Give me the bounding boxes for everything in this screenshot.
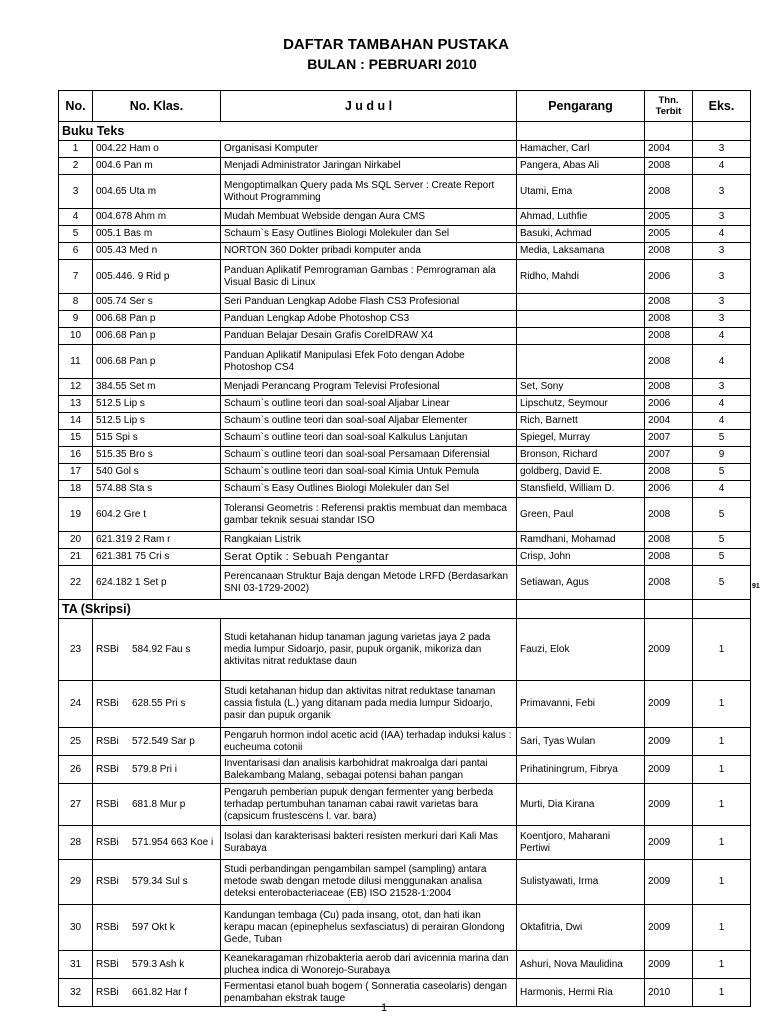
cell-pengarang: Sari, Tyas Wulan xyxy=(517,728,645,756)
table-row xyxy=(59,447,751,464)
cell-eks: 1 xyxy=(693,728,751,756)
table-row xyxy=(59,566,751,600)
cell-eks: 3 xyxy=(693,260,751,294)
cell-thn: 2007 xyxy=(645,430,693,447)
cell-eks: 4 xyxy=(693,345,751,379)
cell-pengarang: Bronson, Richard xyxy=(517,447,645,464)
cell-pengarang: Oktafitria, Dwi xyxy=(517,905,645,951)
cell-thn: 2009 xyxy=(645,860,693,905)
cell-thn: 2004 xyxy=(645,413,693,430)
table-row xyxy=(59,294,751,311)
col-header-judul: J u d u l xyxy=(221,91,517,122)
cell-klas-prefix: RSBi xyxy=(96,986,119,998)
table-header-row xyxy=(59,91,751,122)
cell-klas: 004.6 Pan m xyxy=(93,158,221,175)
cell-klas-number: 572.549 Sar p xyxy=(132,735,195,747)
cell-klas xyxy=(93,756,221,784)
section-blank-cell xyxy=(693,122,751,141)
cell-pengarang: Primavanni, Febi xyxy=(517,681,645,728)
cell-no: 18 xyxy=(59,481,93,498)
table-row xyxy=(59,532,751,549)
col-header-thn-line1: Thn. xyxy=(658,95,679,106)
table-row xyxy=(59,243,751,260)
cell-no: 17 xyxy=(59,464,93,481)
cell-judul: Isolasi dan karakterisasi bakteri resisten merkuri dari Kali Mas Surabaya xyxy=(221,826,517,860)
cell-klas: 515 Spi s xyxy=(93,430,221,447)
cell-pengarang xyxy=(517,294,645,311)
cell-thn: 2008 xyxy=(645,464,693,481)
cell-pengarang: Basuki, Achmad xyxy=(517,226,645,243)
cell-eks: 3 xyxy=(693,243,751,260)
cell-thn: 2006 xyxy=(645,396,693,413)
cell-judul: Schaum`s outline teori dan soal-soal Kalkulus Lanjutan xyxy=(221,430,517,447)
cell-judul: Studi ketahanan hidup tanaman jagung varietas jaya 2 pada media lumpur Sidoarjo, pasir, pupuk organik, mikoriza dan aktivitas nitrat reduktase daun xyxy=(221,619,517,681)
table-row xyxy=(59,413,751,430)
cell-pengarang: Hamacher, Carl xyxy=(517,141,645,158)
table-row xyxy=(59,498,751,532)
cell-no: 21 xyxy=(59,549,93,566)
cell-no: 13 xyxy=(59,396,93,413)
cell-pengarang: Harmonis, Hermi Ria xyxy=(517,979,645,1007)
table-row xyxy=(59,430,751,447)
cell-pengarang: Crisp, John xyxy=(517,549,645,566)
cell-pengarang: Utami, Ema xyxy=(517,175,645,209)
cell-klas: 006.68 Pan p xyxy=(93,328,221,345)
cell-klas: 005.1 Bas m xyxy=(93,226,221,243)
table-row xyxy=(59,756,751,784)
cell-pengarang: Ramdhani, Mohamad xyxy=(517,532,645,549)
cell-eks: 1 xyxy=(693,905,751,951)
col-header-eks: Eks. xyxy=(693,91,751,122)
cell-pengarang: Lipschutz, Seymour xyxy=(517,396,645,413)
cell-pengarang: Spiegel, Murray xyxy=(517,430,645,447)
cell-no: 29 xyxy=(59,860,93,905)
cell-thn: 2008 xyxy=(645,566,693,600)
cell-pengarang: Ridho, Mahdi xyxy=(517,260,645,294)
table-row xyxy=(59,728,751,756)
cell-eks: 3 xyxy=(693,141,751,158)
section-row xyxy=(59,600,751,619)
cell-klas xyxy=(93,619,221,681)
cell-eks: 5 xyxy=(693,549,751,566)
cell-thn: 2009 xyxy=(645,905,693,951)
table-body xyxy=(59,122,751,1007)
cell-klas-number: 681.8 Mur p xyxy=(132,798,186,810)
cell-eks: 1 xyxy=(693,860,751,905)
cell-eks: 3 xyxy=(693,311,751,328)
cell-thn: 2009 xyxy=(645,728,693,756)
cell-klas: 006.68 Pan p xyxy=(93,345,221,379)
cell-no: 11 xyxy=(59,345,93,379)
cell-thn: 2005 xyxy=(645,209,693,226)
cell-klas-number: 628.55 Pri s xyxy=(132,698,186,709)
cell-klas-number: 661.82 Har f xyxy=(132,986,188,998)
col-header-thn xyxy=(645,91,693,122)
table-row xyxy=(59,619,751,681)
table-row xyxy=(59,951,751,979)
cell-thn: 2008 xyxy=(645,175,693,209)
cell-klas: 574.88 Sta s xyxy=(93,481,221,498)
cell-klas: 512.5 Lip s xyxy=(93,413,221,430)
cell-judul: Menjadi Perancang Program Televisi Profesional xyxy=(221,379,517,396)
cell-no: 8 xyxy=(59,294,93,311)
cell-no: 25 xyxy=(59,728,93,756)
cell-pengarang: Pangera, Abas Ali xyxy=(517,158,645,175)
cell-no: 30 xyxy=(59,905,93,951)
cell-judul: Keanekaragaman rhizobakteria aerob dari avicennia marina dan pluchea indica di Wonorejo-Surabaya xyxy=(221,951,517,979)
cell-thn: 2009 xyxy=(645,826,693,860)
cell-eks: 4 xyxy=(693,481,751,498)
cell-judul: Organisasi Komputer xyxy=(221,141,517,158)
cell-judul: Pengaruh hormon indol acetic acid (IAA) terhadap induksi kalus : eucheuma cotonii xyxy=(221,728,517,756)
section-blank-cell xyxy=(645,122,693,141)
cell-no: 10 xyxy=(59,328,93,345)
cell-no: 20 xyxy=(59,532,93,549)
table-row xyxy=(59,226,751,243)
table-row xyxy=(59,464,751,481)
cell-klas: 004.22 Ham o xyxy=(93,141,221,158)
cell-klas: 384.55 Set m xyxy=(93,379,221,396)
cell-klas-prefix: RSBi xyxy=(96,735,119,747)
section-title: TA (Skripsi) xyxy=(59,600,517,619)
cell-klas-number: 579.8 Pri i xyxy=(132,763,178,775)
cell-klas: 005.74 Ser s xyxy=(93,294,221,311)
cell-pengarang xyxy=(517,311,645,328)
table-row xyxy=(59,209,751,226)
section-title: Buku Teks xyxy=(59,122,517,141)
cell-eks: 1 xyxy=(693,826,751,860)
cell-judul: Fermentasi etanol buah bogem ( Sonneratia caseolaris) dengan penambahan ekstrak tauge xyxy=(221,979,517,1007)
cell-pengarang xyxy=(517,328,645,345)
cell-judul: Schaum`s Easy Outlines Biologi Molekuler dan Sel xyxy=(221,226,517,243)
cell-no: 27 xyxy=(59,784,93,826)
cell-judul: NORTON 360 Dokter pribadi komputer anda xyxy=(221,243,517,260)
cell-thn: 2009 xyxy=(645,681,693,728)
section-blank-cell xyxy=(517,600,645,619)
cell-klas-number: 584.92 Fau s xyxy=(132,643,191,655)
page-number: 1 xyxy=(380,1002,388,1014)
cell-klas xyxy=(93,951,221,979)
cell-judul: Rangkaian Listrik xyxy=(221,532,517,549)
cell-klas xyxy=(93,905,221,951)
cell-no: 2 xyxy=(59,158,93,175)
table-row xyxy=(59,158,751,175)
cell-pengarang: goldberg, David E. xyxy=(517,464,645,481)
cell-pengarang: Setiawan, Agus xyxy=(517,566,645,600)
cell-klas: 512.5 Lip s xyxy=(93,396,221,413)
cell-judul: Panduan Belajar Desain Grafis CorelDRAW X4 xyxy=(221,328,517,345)
cell-pengarang: Rich, Barnett xyxy=(517,413,645,430)
cell-pengarang: Ahmad, Luthfie xyxy=(517,209,645,226)
cell-no: 7 xyxy=(59,260,93,294)
table-row xyxy=(59,260,751,294)
cell-thn: 2008 xyxy=(645,328,693,345)
cell-thn: 2006 xyxy=(645,481,693,498)
cell-no: 1 xyxy=(59,141,93,158)
cell-judul: Menjadi Administrator Jaringan Nirkabel xyxy=(221,158,517,175)
cell-judul: Mengoptimalkan Query pada Ms SQL Server : Create Report Without Programming xyxy=(221,175,517,209)
cell-thn: 2008 xyxy=(645,498,693,532)
cell-judul: Schaum`s outline teori dan soal-soal Kimia Untuk Pemula xyxy=(221,464,517,481)
cell-eks: 4 xyxy=(693,328,751,345)
cell-judul: Panduan Aplikatif Manipulasi Efek Foto dengan Adobe Photoshop CS4 xyxy=(221,345,517,379)
cell-thn: 2008 xyxy=(645,379,693,396)
table-row xyxy=(59,379,751,396)
cell-klas-prefix: RSBi xyxy=(96,836,119,848)
cell-no: 32 xyxy=(59,979,93,1007)
cell-judul: Serat Optik : Sebuah Pengantar xyxy=(221,549,517,566)
cell-thn: 2009 xyxy=(645,619,693,681)
table-row xyxy=(59,549,751,566)
cell-eks: 1 xyxy=(693,756,751,784)
catalog-table xyxy=(58,90,751,1007)
cell-judul: Seri Panduan Lengkap Adobe Flash CS3 Profesional xyxy=(221,294,517,311)
table-row xyxy=(59,681,751,728)
cell-no: 19 xyxy=(59,498,93,532)
cell-no: 4 xyxy=(59,209,93,226)
cell-klas: 006.68 Pan p xyxy=(93,311,221,328)
cell-klas-number: 579.3 Ash k xyxy=(132,958,185,970)
cell-klas xyxy=(93,728,221,756)
cell-no: 16 xyxy=(59,447,93,464)
cell-no: 14 xyxy=(59,413,93,430)
cell-thn: 2008 xyxy=(645,243,693,260)
cell-thn: 2009 xyxy=(645,784,693,826)
cell-pengarang: Ashuri, Nova Maulidina xyxy=(517,951,645,979)
cell-no: 26 xyxy=(59,756,93,784)
cell-no: 22 xyxy=(59,566,93,600)
cell-eks: 5 xyxy=(693,464,751,481)
table-row xyxy=(59,175,751,209)
cell-klas xyxy=(93,826,221,860)
cell-thn: 2009 xyxy=(645,951,693,979)
cell-no: 15 xyxy=(59,430,93,447)
cell-no: 12 xyxy=(59,379,93,396)
cell-judul: Pengaruh pemberian pupuk dengan fermenter yang berbeda terhadap pertumbuhan tanaman cabai rawit varietas bara (capsicum frustescens l. var. bara) xyxy=(221,784,517,826)
cell-eks: 9 xyxy=(693,447,751,464)
table-row xyxy=(59,328,751,345)
cell-thn: 2008 xyxy=(645,532,693,549)
col-header-klas: No. Klas. xyxy=(93,91,221,122)
cell-judul: Panduan Aplikatif Pemrograman Gambas : Pemrograman ala Visual Basic di Linux xyxy=(221,260,517,294)
cell-klas: 604.2 Gre t xyxy=(93,498,221,532)
cell-pengarang: Murti, Dia Kirana xyxy=(517,784,645,826)
col-header-pengarang: Pengarang xyxy=(517,91,645,122)
cell-judul: Mudah Membuat Webside dengan Aura CMS xyxy=(221,209,517,226)
cell-thn: 2006 xyxy=(645,260,693,294)
cell-eks: 5 xyxy=(693,498,751,532)
cell-pengarang: Prihatiningrum, Fibrya xyxy=(517,756,645,784)
cell-pengarang: Set, Sony xyxy=(517,379,645,396)
cell-eks: 1 xyxy=(693,681,751,728)
cell-thn: 2008 xyxy=(645,158,693,175)
cell-judul: Schaum`s outline teori dan soal-soal Aljabar Elementer xyxy=(221,413,517,430)
cell-klas-prefix: RSBi xyxy=(96,763,119,775)
section-blank-cell xyxy=(645,600,693,619)
cell-no: 5 xyxy=(59,226,93,243)
cell-eks: 3 xyxy=(693,209,751,226)
cell-klas-prefix: RSBi xyxy=(96,876,119,887)
cell-eks: 5 xyxy=(693,532,751,549)
cell-pengarang: Green, Paul xyxy=(517,498,645,532)
cell-judul: Schaum`s Easy Outlines Biologi Molekuler dan Sel xyxy=(221,481,517,498)
page-subtitle: BULAN : PEBRUARI 2010 xyxy=(307,56,477,72)
cell-thn: 2008 xyxy=(645,345,693,379)
cell-thn: 2010 xyxy=(645,979,693,1007)
table-row xyxy=(59,826,751,860)
cell-klas-prefix: RSBi xyxy=(96,921,119,933)
cell-pengarang: Koentjoro, Maharani Pertiwi xyxy=(517,826,645,860)
table-row xyxy=(59,396,751,413)
cell-thn: 2004 xyxy=(645,141,693,158)
table-row xyxy=(59,905,751,951)
cell-klas-number: 571.954 663 Koe i xyxy=(132,836,214,848)
cell-eks: 1 xyxy=(693,979,751,1007)
cell-thn: 2007 xyxy=(645,447,693,464)
cell-eks: 4 xyxy=(693,413,751,430)
margin-note: 91 xyxy=(752,583,760,590)
cell-judul: Toleransi Geometris : Referensi praktis membuat dan membaca gambar teknik sesuai standar ISO xyxy=(221,498,517,532)
cell-eks: 4 xyxy=(693,226,751,243)
cell-klas: 621.381 75 Cri s xyxy=(93,549,221,566)
cell-pengarang xyxy=(517,345,645,379)
cell-thn: 2005 xyxy=(645,226,693,243)
table-row xyxy=(59,311,751,328)
cell-eks: 4 xyxy=(693,158,751,175)
cell-judul: Schaum`s outline teori dan soal-soal Persamaan Diferensial xyxy=(221,447,517,464)
cell-judul: Studi ketahanan hidup dan aktivitas nitrat reduktase tanaman cassia fistula (L.) yang ditanam pada media lumpur Sidoarjo, pasir dan pupuk organik xyxy=(221,681,517,728)
cell-eks: 5 xyxy=(693,566,751,600)
cell-judul: Schaum`s outline teori dan soal-soal Aljabar Linear xyxy=(221,396,517,413)
cell-judul: Inventarisasi dan analisis karbohidrat makroalga dari pantai Balekambang Malang, sebagai potensi bahan pangan xyxy=(221,756,517,784)
cell-klas-number: 597 Okt k xyxy=(132,921,175,933)
cell-no: 24 xyxy=(59,681,93,728)
cell-klas: 005.446. 9 Rid p xyxy=(93,260,221,294)
cell-no: 28 xyxy=(59,826,93,860)
cell-pengarang: Media, Laksamana xyxy=(517,243,645,260)
cell-pengarang: Stansfield, William D. xyxy=(517,481,645,498)
cell-klas: 004.65 Uta m xyxy=(93,175,221,209)
table-row xyxy=(59,784,751,826)
table-row xyxy=(59,345,751,379)
cell-eks: 3 xyxy=(693,379,751,396)
cell-klas-prefix: RSBi xyxy=(96,643,119,655)
cell-klas: 621.319 2 Ram r xyxy=(93,532,221,549)
cell-eks: 1 xyxy=(693,619,751,681)
cell-klas: 540 Gol s xyxy=(93,464,221,481)
cell-judul: Perencanaan Struktur Baja dengan Metode LRFD (Berdasarkan SNI 03-1729-2002) xyxy=(221,566,517,600)
cell-judul: Studi perbandingan pengambilan sampel (sampling) antara metode swab dengan metode dilusi menggunakan analisa deteksi enterobacteriaceae (EB) ISO 21528-1:2004 xyxy=(221,860,517,905)
table-row xyxy=(59,860,751,905)
cell-eks: 1 xyxy=(693,784,751,826)
section-row xyxy=(59,122,751,141)
cell-no: 6 xyxy=(59,243,93,260)
cell-klas-prefix: RSBi xyxy=(96,798,119,810)
cell-klas xyxy=(93,784,221,826)
cell-judul: Panduan Lengkap Adobe Photoshop CS3 xyxy=(221,311,517,328)
cell-klas xyxy=(93,860,221,905)
cell-pengarang: Sulistyawati, Irma xyxy=(517,860,645,905)
cell-eks: 3 xyxy=(693,294,751,311)
cell-thn: 2008 xyxy=(645,294,693,311)
cell-no: 9 xyxy=(59,311,93,328)
cell-no: 23 xyxy=(59,619,93,681)
cell-thn: 2008 xyxy=(645,311,693,328)
cell-klas: 515.35 Bro s xyxy=(93,447,221,464)
table-row xyxy=(59,141,751,158)
cell-klas-number: 579.34 Sul s xyxy=(132,876,188,887)
cell-klas: 004.678 Ahm m xyxy=(93,209,221,226)
table-row xyxy=(59,481,751,498)
cell-eks: 3 xyxy=(693,175,751,209)
cell-eks: 5 xyxy=(693,430,751,447)
cell-klas-prefix: RSBi xyxy=(96,698,119,709)
cell-eks: 1 xyxy=(693,951,751,979)
cell-klas: 624.182 1 Set p xyxy=(93,566,221,600)
page-title: DAFTAR TAMBAHAN PUSTAKA xyxy=(283,36,509,53)
cell-klas xyxy=(93,681,221,728)
cell-judul: Kandungan tembaga (Cu) pada insang, otot, dan hati ikan kerapu macan (epinephelus sexfasciatus) di perairan Glondong Gede, Tuban xyxy=(221,905,517,951)
cell-pengarang: Fauzi, Elok xyxy=(517,619,645,681)
cell-thn: 2009 xyxy=(645,756,693,784)
cell-klas-prefix: RSBi xyxy=(96,958,119,970)
cell-no: 31 xyxy=(59,951,93,979)
cell-thn: 2008 xyxy=(645,549,693,566)
cell-no: 3 xyxy=(59,175,93,209)
section-blank-cell xyxy=(517,122,645,141)
section-blank-cell xyxy=(693,600,751,619)
cell-klas: 005.43 Med n xyxy=(93,243,221,260)
col-header-no: No. xyxy=(59,91,93,122)
cell-eks: 4 xyxy=(693,396,751,413)
col-header-thn-line2: Terbit xyxy=(655,106,682,117)
